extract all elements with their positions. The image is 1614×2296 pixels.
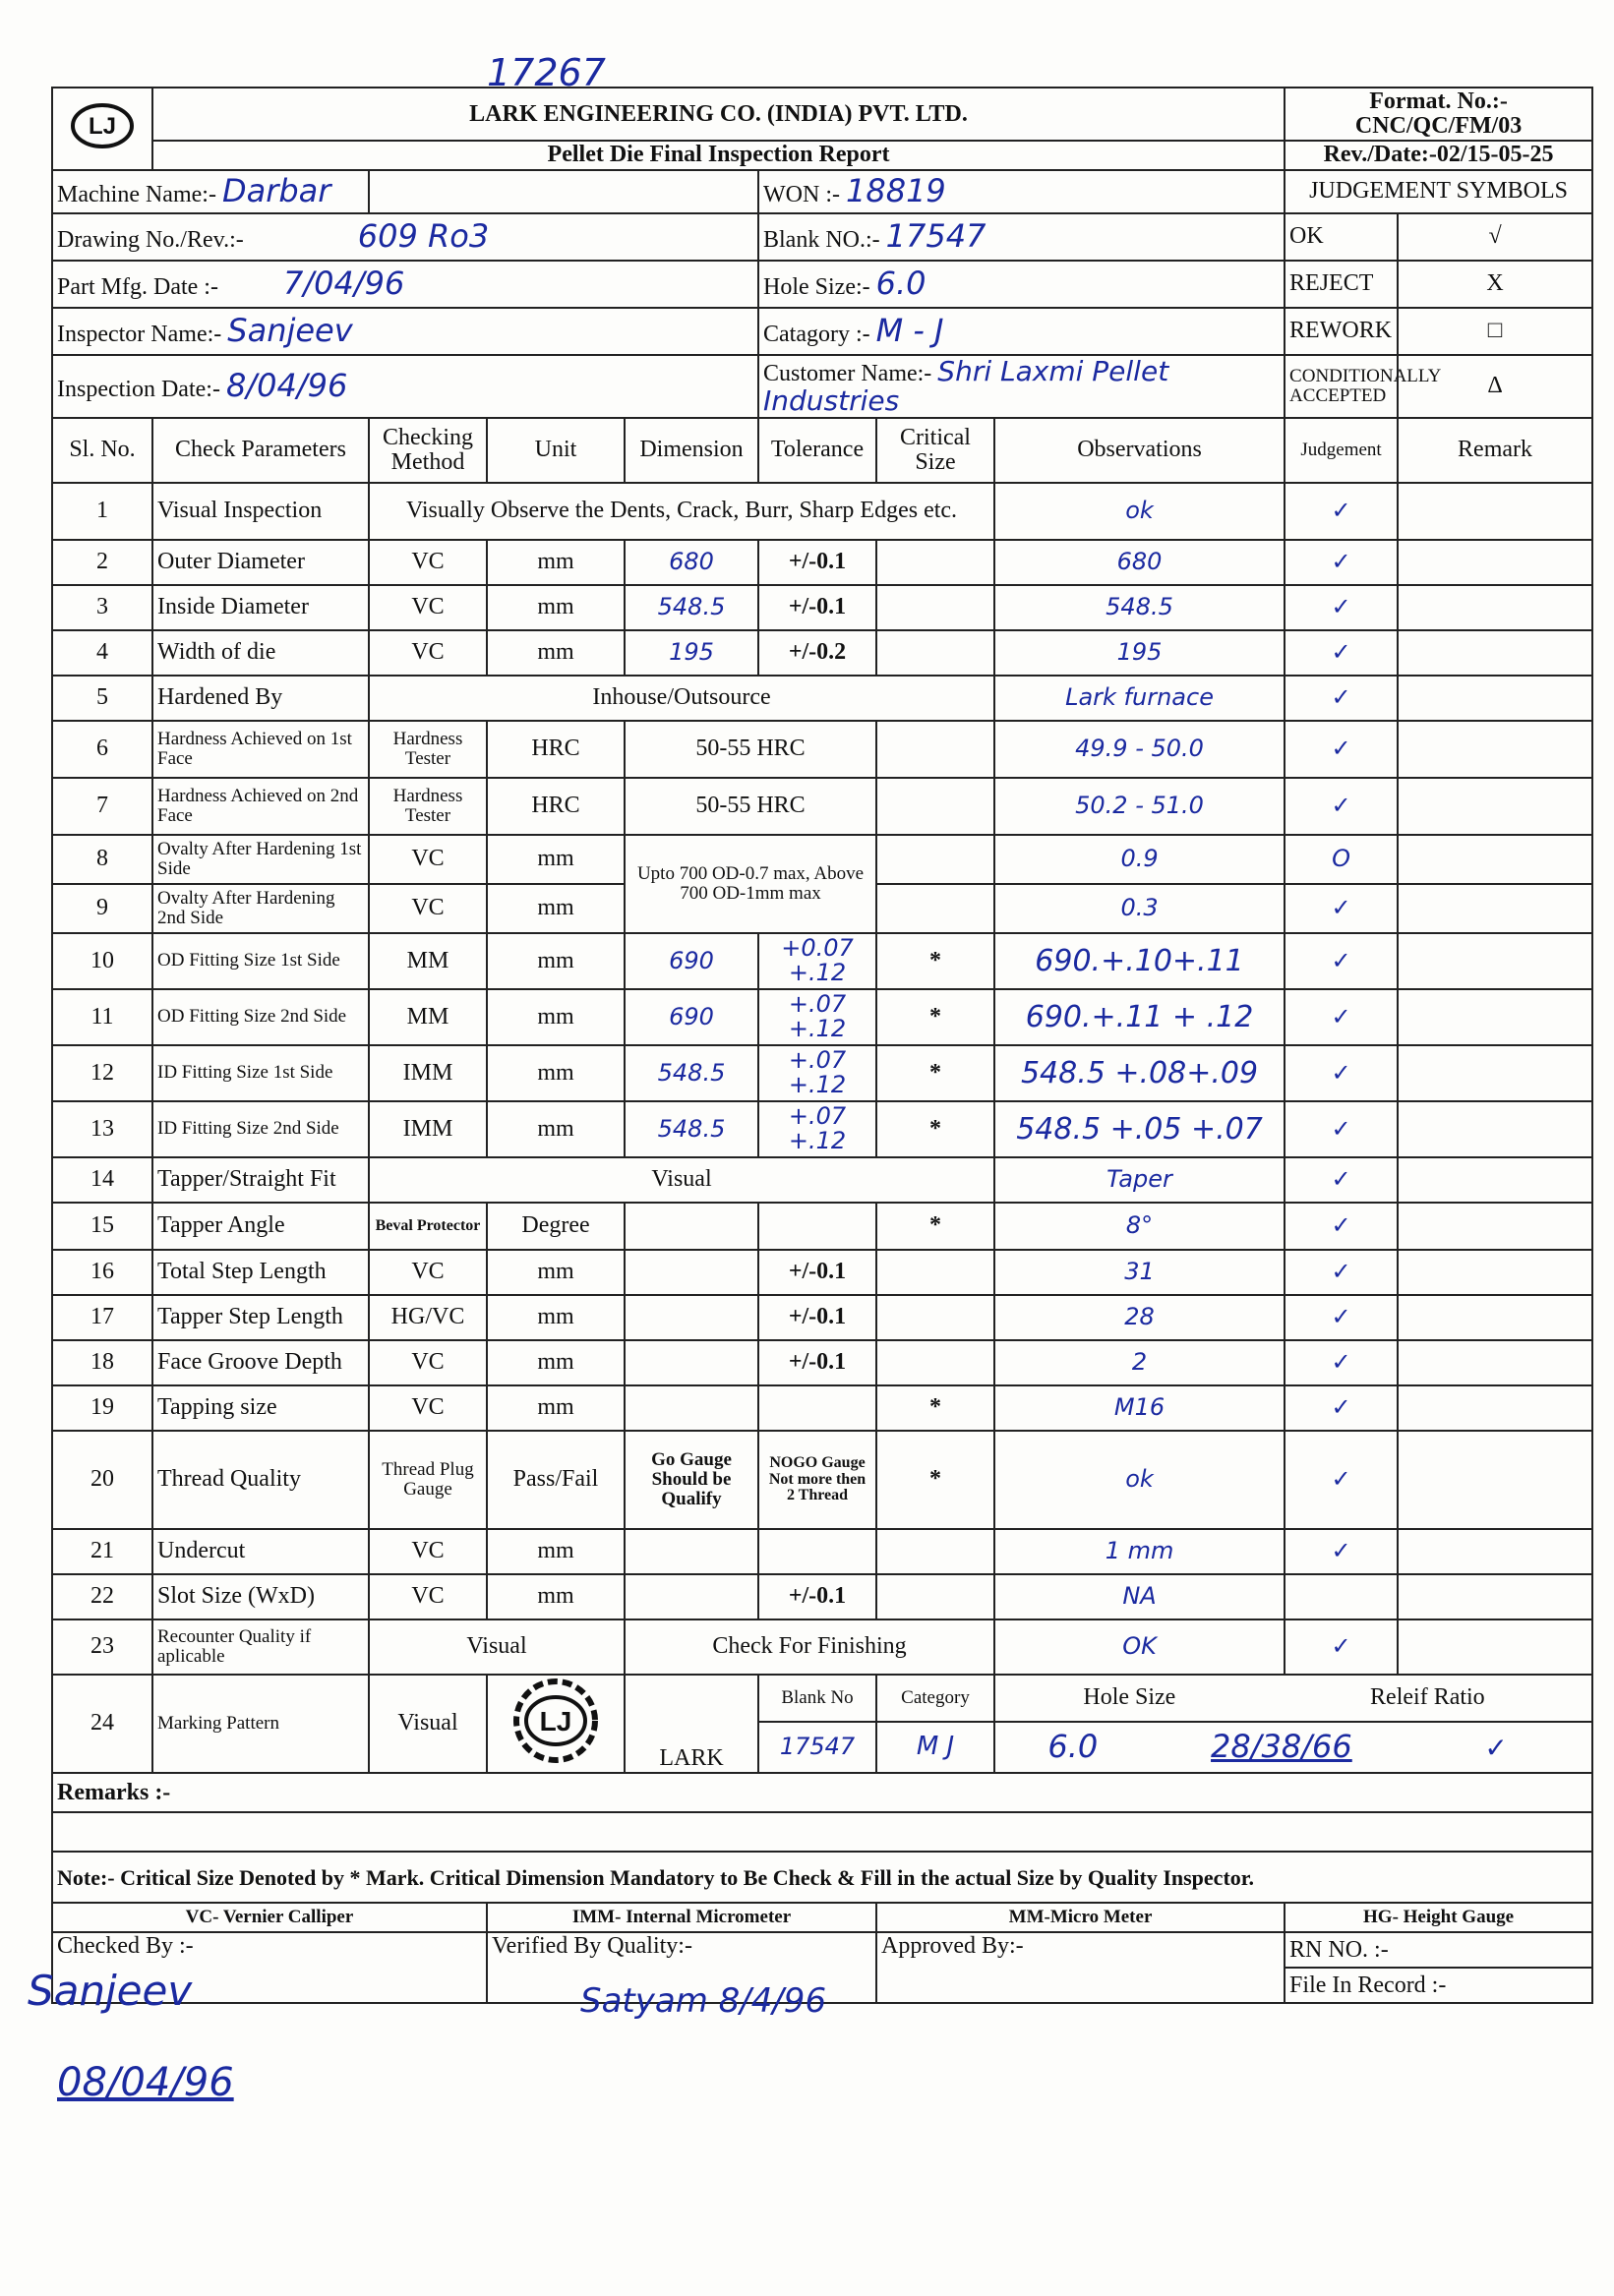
row-method: IMM xyxy=(369,1101,487,1157)
col-param: Check Parameters xyxy=(152,418,369,483)
row-method: Thread Plug Gauge xyxy=(369,1431,487,1529)
blank-no-label: Blank No xyxy=(758,1675,876,1722)
row-param: Tapper Step Length xyxy=(152,1295,369,1340)
row-critical: * xyxy=(876,1203,994,1250)
marking-relief: 28/38/66 xyxy=(1211,1728,1352,1766)
row-sl: 15 xyxy=(52,1203,152,1250)
row-spec: 50-55 HRC xyxy=(625,778,876,835)
company-name: LARK ENGINEERING CO. (INDIA) PVT. LTD. xyxy=(152,88,1285,141)
row-param: OD Fitting Size 2nd Side xyxy=(152,989,369,1045)
col-judgement: Judgement xyxy=(1285,418,1398,483)
table-row xyxy=(52,1619,1592,1675)
category-label: Category xyxy=(876,1675,994,1722)
row-unit: mm xyxy=(487,540,625,585)
table-row xyxy=(52,1157,1592,1203)
row-param: Hardened By xyxy=(152,676,369,721)
legend-vc: VC- Vernier Calliper xyxy=(52,1903,487,1932)
row-unit: HRC xyxy=(487,721,625,778)
row-critical: * xyxy=(876,1101,994,1157)
row-dimension: 680 xyxy=(625,540,758,585)
row-param: Undercut xyxy=(152,1529,369,1574)
approved-by: Approved By:- xyxy=(876,1932,1285,2003)
row-param: Tapping size xyxy=(152,1385,369,1431)
row-dimension: Go Gauge Should be Qualify xyxy=(625,1431,758,1529)
row-judgement: ✓ xyxy=(1285,1385,1398,1431)
row-sl: 6 xyxy=(52,721,152,778)
row-judgement: ✓ xyxy=(1285,483,1398,540)
row-tolerance: NOGO Gauge Not more then 2 Thread xyxy=(758,1431,876,1529)
row-sl: 20 xyxy=(52,1431,152,1529)
symbol-ok-label: OK xyxy=(1285,213,1398,261)
row-tolerance: +/-0.2 xyxy=(758,630,876,676)
row-param: Marking Pattern xyxy=(152,1675,369,1773)
row-sl: 9 xyxy=(52,884,152,933)
table-row xyxy=(52,989,1592,1045)
table-row xyxy=(52,1340,1592,1385)
table-row xyxy=(52,676,1592,721)
row-sl: 5 xyxy=(52,676,152,721)
row-param: Hardness Achieved on 2nd Face xyxy=(152,778,369,835)
table-row xyxy=(52,1385,1592,1431)
marking-values xyxy=(994,1722,1592,1773)
legend-imm: IMM- Internal Micrometer xyxy=(487,1903,876,1932)
row-param: ID Fitting Size 1st Side xyxy=(152,1045,369,1101)
marking-category: M J xyxy=(876,1722,994,1773)
row-method: VC xyxy=(369,1250,487,1295)
row-critical: * xyxy=(876,933,994,989)
table-row xyxy=(52,1431,1592,1529)
row-judgement xyxy=(1285,1574,1398,1619)
row-param: Width of die xyxy=(152,630,369,676)
row-judgement: ✓ xyxy=(1285,1431,1398,1529)
row-sl: 24 xyxy=(52,1675,152,1773)
hole-size-label: Hole Size xyxy=(1083,1684,1176,1711)
row-dimension: 548.5 xyxy=(625,1101,758,1157)
row-sl: 10 xyxy=(52,933,152,989)
row-sl: 4 xyxy=(52,630,152,676)
row-sl: 2 xyxy=(52,540,152,585)
row-tolerance: +/-0.1 xyxy=(758,1295,876,1340)
row-observation: 8° xyxy=(994,1203,1285,1250)
svg-text:LJ: LJ xyxy=(88,112,117,140)
won-field: WON :- 18819 xyxy=(758,170,1285,213)
checked-signature: Sanjeev xyxy=(28,1967,193,2015)
row-judgement: ✓ xyxy=(1285,1157,1398,1203)
format-number: Format. No.:-CNC/QC/FM/03 xyxy=(1285,88,1592,141)
table-row xyxy=(52,630,1592,676)
symbol-rework: □ xyxy=(1398,308,1592,355)
row-sl: 22 xyxy=(52,1574,152,1619)
row-unit: mm xyxy=(487,630,625,676)
judgement-symbols-title: JUDGEMENT SYMBOLS xyxy=(1285,170,1592,213)
row-observation: 1 mm xyxy=(994,1529,1285,1574)
row-sl: 19 xyxy=(52,1385,152,1431)
row-unit: mm xyxy=(487,1295,625,1340)
row-judgement: ✓ xyxy=(1285,676,1398,721)
row-unit: HRC xyxy=(487,778,625,835)
row-tolerance: +/-0.1 xyxy=(758,1250,876,1295)
row-param: Visual Inspection xyxy=(152,483,369,540)
row-method: HG/VC xyxy=(369,1295,487,1340)
category-field: Catagory :- M - J xyxy=(758,308,1285,355)
marking-blank-no: 17547 xyxy=(758,1722,876,1773)
row-unit: mm xyxy=(487,933,625,989)
row-tolerance: +/-0.1 xyxy=(758,585,876,630)
row-sl: 1 xyxy=(52,483,152,540)
verified-signature: Satyam 8/4/96 xyxy=(580,1981,827,2021)
inspection-date-field: Inspection Date:- 8/04/96 xyxy=(52,355,758,418)
row-unit: mm xyxy=(487,1340,625,1385)
row-observation: OK xyxy=(994,1619,1285,1675)
row-judgement: ✓ xyxy=(1285,1619,1398,1675)
verified-by: Verified By Quality:- xyxy=(487,1932,876,2003)
row-param: Slot Size (WxD) xyxy=(152,1574,369,1619)
row-method: Visual xyxy=(369,1675,487,1773)
symbol-reject-label: REJECT xyxy=(1285,261,1398,308)
row-param: Ovalty After Hardening 2nd Side xyxy=(152,884,369,933)
table-row xyxy=(52,1203,1592,1250)
table-row xyxy=(52,483,1592,540)
row-unit: mm xyxy=(487,585,625,630)
row-method: VC xyxy=(369,835,487,884)
marking-hole-size: 6.0 xyxy=(1047,1728,1099,1766)
row-param: Ovalty After Hardening 1st Side xyxy=(152,835,369,884)
row-method: VC xyxy=(369,630,487,676)
row-judgement: O xyxy=(1285,835,1398,884)
table-row xyxy=(52,540,1592,585)
row-critical: * xyxy=(876,1431,994,1529)
marking-judgement: ✓ xyxy=(1484,1732,1508,1765)
row-judgement: ✓ xyxy=(1285,933,1398,989)
row-spec: Check For Finishing xyxy=(625,1619,994,1675)
row-unit: Pass/Fail xyxy=(487,1431,625,1529)
row-observation: 548.5 xyxy=(994,585,1285,630)
row-param: OD Fitting Size 1st Side xyxy=(152,933,369,989)
row-critical: * xyxy=(876,989,994,1045)
row-observation: ok xyxy=(994,1431,1285,1529)
row-observation: 50.2 - 51.0 xyxy=(994,778,1285,835)
row-observation: Taper xyxy=(994,1157,1285,1203)
row-dimension: 195 xyxy=(625,630,758,676)
handwritten-serial: 17267 xyxy=(487,51,606,94)
table-row xyxy=(52,1295,1592,1340)
row-sl: 21 xyxy=(52,1529,152,1574)
col-observations: Observations xyxy=(994,418,1285,483)
row-method: MM xyxy=(369,989,487,1045)
row-param: Hardness Achieved on 1st Face xyxy=(152,721,369,778)
row-tolerance: +.07 +.12 xyxy=(758,1101,876,1157)
row-tolerance: +/-0.1 xyxy=(758,540,876,585)
row-spec: Visually Observe the Dents, Crack, Burr, Sharp Edges etc. xyxy=(369,483,994,540)
row-unit: mm xyxy=(487,1529,625,1574)
table-row xyxy=(52,835,1592,884)
drawing-field: Drawing No./Rev.:- 609 Ro3 xyxy=(52,213,758,261)
note: Note:- Critical Size Denoted by * Mark. Critical Dimension Mandatory to Be Check & Fill in the actual Size by Quality Inspector. xyxy=(52,1852,1592,1903)
row-sl: 14 xyxy=(52,1157,152,1203)
row-method: IMM xyxy=(369,1045,487,1101)
row-unit: mm xyxy=(487,1250,625,1295)
row-judgement: ✓ xyxy=(1285,540,1398,585)
row-unit: mm xyxy=(487,989,625,1045)
table-row xyxy=(52,1574,1592,1619)
relief-label: Releif Ratio xyxy=(1370,1684,1485,1711)
hole-size-field: Hole Size:- 6.0 xyxy=(758,261,1285,308)
row-sl: 3 xyxy=(52,585,152,630)
row-unit: mm xyxy=(487,1101,625,1157)
col-tolerance: Tolerance xyxy=(758,418,876,483)
row-tolerance: +/-0.1 xyxy=(758,1340,876,1385)
mfg-date-field: Part Mfg. Date :- 7/04/96 xyxy=(52,261,758,308)
row-unit: mm xyxy=(487,835,625,884)
row-observation: M16 xyxy=(994,1385,1285,1431)
row-method: VC xyxy=(369,540,487,585)
col-critical: Critical Size xyxy=(876,418,994,483)
row-judgement: ✓ xyxy=(1285,778,1398,835)
marking-pattern-row xyxy=(52,1675,1592,1722)
row-method: VC xyxy=(369,1385,487,1431)
row-critical: * xyxy=(876,1385,994,1431)
row-observation: 28 xyxy=(994,1295,1285,1340)
symbol-conditional: Δ xyxy=(1398,355,1592,418)
row-judgement: ✓ xyxy=(1285,1045,1398,1101)
row-critical: * xyxy=(876,1045,994,1101)
row-tolerance: +/-0.1 xyxy=(758,1574,876,1619)
rn-no: RN NO. :- xyxy=(1285,1932,1592,1968)
row-param: Outer Diameter xyxy=(152,540,369,585)
rev-date: Rev./Date:-02/15-05-25 xyxy=(1285,141,1592,169)
row-param: Tapper/Straight Fit xyxy=(152,1157,369,1203)
row-observation: 31 xyxy=(994,1250,1285,1295)
row-sl: 7 xyxy=(52,778,152,835)
row-observation: 548.5 +.08+.09 xyxy=(994,1045,1285,1101)
symbol-rework-label: REWORK xyxy=(1285,308,1398,355)
table-row xyxy=(52,778,1592,835)
row-method: Hardness Tester xyxy=(369,778,487,835)
row-param: Recounter Quality if aplicable xyxy=(152,1619,369,1675)
col-sl: Sl. No. xyxy=(52,418,152,483)
row-sl: 17 xyxy=(52,1295,152,1340)
row-unit: mm xyxy=(487,1385,625,1431)
row-judgement: ✓ xyxy=(1285,630,1398,676)
row-param: Inside Diameter xyxy=(152,585,369,630)
row-param: Tapper Angle xyxy=(152,1203,369,1250)
row-sl: 11 xyxy=(52,989,152,1045)
row-observation: ok xyxy=(994,483,1285,540)
row-method: MM xyxy=(369,933,487,989)
table-row xyxy=(52,1250,1592,1295)
row-observation: 680 xyxy=(994,540,1285,585)
row-judgement: ✓ xyxy=(1285,989,1398,1045)
row-unit: mm xyxy=(487,884,625,933)
row-observation: Lark furnace xyxy=(994,676,1285,721)
row-judgement: ✓ xyxy=(1285,721,1398,778)
row-method: VC xyxy=(369,884,487,933)
row-dimension: 690 xyxy=(625,933,758,989)
inspection-form xyxy=(51,87,1593,2004)
table-row xyxy=(52,585,1592,630)
row-method: VC xyxy=(369,1574,487,1619)
row-unit: mm xyxy=(487,1045,625,1101)
row-param: Thread Quality xyxy=(152,1431,369,1529)
col-remark: Remark xyxy=(1398,418,1592,483)
row-param: Face Groove Depth xyxy=(152,1340,369,1385)
row-spec: Visual xyxy=(369,1157,994,1203)
row-method: Visual xyxy=(369,1619,625,1675)
row-tolerance: +0.07 +.12 xyxy=(758,933,876,989)
row-method: VC xyxy=(369,585,487,630)
legend-mm: MM-Micro Meter xyxy=(876,1903,1285,1932)
row-param: ID Fitting Size 2nd Side xyxy=(152,1101,369,1157)
row-method: Beval Protector xyxy=(369,1203,487,1250)
customer-field: Customer Name:- Shri Laxmi Pellet Industries xyxy=(758,355,1285,418)
file-in-record: File In Record :- xyxy=(1285,1968,1592,2003)
row-tolerance: +.07 +.12 xyxy=(758,1045,876,1101)
symbol-reject: X xyxy=(1398,261,1592,308)
row-sl: 12 xyxy=(52,1045,152,1101)
marking-labels xyxy=(994,1675,1592,1722)
row-unit: Degree xyxy=(487,1203,625,1250)
row-sl: 8 xyxy=(52,835,152,884)
col-unit: Unit xyxy=(487,418,625,483)
ovality-spec: Upto 700 OD-0.7 max, Above 700 OD-1mm max xyxy=(625,835,876,933)
row-tolerance: +.07 +.12 xyxy=(758,989,876,1045)
symbol-conditional-label: CONDITIONALLY ACCEPTED xyxy=(1285,355,1398,418)
row-observation: 0.9 xyxy=(994,835,1285,884)
row-dimension: 690 xyxy=(625,989,758,1045)
table-row xyxy=(52,933,1592,989)
row-judgement: ✓ xyxy=(1285,1203,1398,1250)
row-judgement: ✓ xyxy=(1285,1101,1398,1157)
row-judgement: ✓ xyxy=(1285,1295,1398,1340)
marking-logo xyxy=(487,1675,625,1773)
row-judgement: ✓ xyxy=(1285,1340,1398,1385)
table-row xyxy=(52,1101,1592,1157)
row-observation: 195 xyxy=(994,630,1285,676)
row-observation: 0.3 xyxy=(994,884,1285,933)
company-logo xyxy=(52,88,152,170)
checked-by: Checked By :- xyxy=(52,1932,487,2003)
row-unit: mm xyxy=(487,1574,625,1619)
row-observation: 49.9 - 50.0 xyxy=(994,721,1285,778)
row-observation: 690.+.11 + .12 xyxy=(994,989,1285,1045)
row-spec: Inhouse/Outsource xyxy=(369,676,994,721)
col-method: Checking Method xyxy=(369,418,487,483)
col-dimension: Dimension xyxy=(625,418,758,483)
row-spec: 50-55 HRC xyxy=(625,721,876,778)
row-param: Total Step Length xyxy=(152,1250,369,1295)
row-sl: 23 xyxy=(52,1619,152,1675)
row-observation: 690.+.10+.11 xyxy=(994,933,1285,989)
row-judgement: ✓ xyxy=(1285,585,1398,630)
table-row xyxy=(52,1045,1592,1101)
inspector-field: Inspector Name:- Sanjeev xyxy=(52,308,758,355)
row-method: VC xyxy=(369,1529,487,1574)
row-method: Hardness Tester xyxy=(369,721,487,778)
row-observation: 2 xyxy=(994,1340,1285,1385)
row-observation: 548.5 +.05 +.07 xyxy=(994,1101,1285,1157)
report-title: Pellet Die Final Inspection Report xyxy=(152,141,1285,169)
table-row xyxy=(52,1529,1592,1574)
row-dimension: 548.5 xyxy=(625,1045,758,1101)
remarks-label: Remarks :- xyxy=(52,1773,1592,1812)
row-judgement: ✓ xyxy=(1285,884,1398,933)
row-sl: 16 xyxy=(52,1250,152,1295)
blank-field: Blank NO.:- 17547 xyxy=(758,213,1285,261)
svg-text:LJ: LJ xyxy=(539,1705,572,1737)
lark-text: LARK xyxy=(625,1675,758,1773)
row-dimension: 548.5 xyxy=(625,585,758,630)
checked-date: 08/04/96 xyxy=(57,2060,234,2105)
row-sl: 18 xyxy=(52,1340,152,1385)
row-method: VC xyxy=(369,1340,487,1385)
row-judgement: ✓ xyxy=(1285,1529,1398,1574)
row-judgement: ✓ xyxy=(1285,1250,1398,1295)
row-observation: NA xyxy=(994,1574,1285,1619)
symbol-ok: √ xyxy=(1398,213,1592,261)
table-row xyxy=(52,721,1592,778)
legend-hg: HG- Height Gauge xyxy=(1285,1903,1592,1932)
machine-name-field: Machine Name:- Darbar xyxy=(52,170,369,213)
row-sl: 13 xyxy=(52,1101,152,1157)
